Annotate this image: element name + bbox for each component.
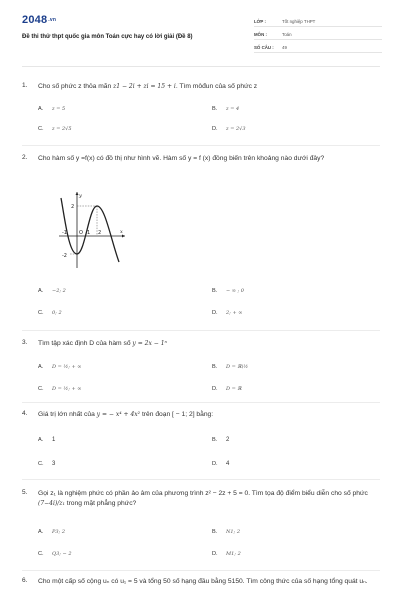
- option-letter: D.: [212, 126, 218, 132]
- function-graph: [57, 190, 127, 270]
- option-value: − ∞ ; 0: [226, 288, 244, 294]
- option-b[interactable]: [212, 106, 239, 112]
- option-letter: B.: [212, 529, 218, 535]
- option-value: 2; + ∞: [226, 310, 243, 316]
- option-value: z = 2√5: [52, 126, 72, 132]
- option-d[interactable]: [212, 126, 246, 132]
- site-logo[interactable]: [22, 14, 56, 26]
- option-value: 1: [52, 437, 56, 443]
- option-value: z = 4: [226, 106, 240, 112]
- option-letter: B.: [212, 437, 218, 443]
- option-letter: D.: [212, 310, 218, 316]
- y-axis-label: y: [79, 193, 82, 199]
- option-a[interactable]: [38, 288, 66, 294]
- option-value: D = ℝ\½: [226, 364, 249, 370]
- option-letter: C.: [38, 126, 44, 132]
- option-letter: A.: [38, 288, 44, 294]
- option-value: −2; 2: [52, 288, 66, 294]
- document-meta: [254, 15, 382, 54]
- option-letter: D.: [212, 461, 218, 467]
- origin-label: O: [79, 230, 83, 236]
- option-letter: C.: [38, 551, 44, 557]
- meta-row-count: [254, 41, 382, 53]
- option-letter: C.: [38, 386, 44, 392]
- option-letter: D.: [212, 386, 218, 392]
- question-6: [22, 577, 380, 599]
- question-4: [22, 410, 380, 472]
- logo-suffix: .vn: [48, 17, 57, 23]
- option-letter: C.: [38, 461, 44, 467]
- question-text: Cho một cấp số cộng uₙ có u₁ = 5 và tổng 50 số hạng đầu bằng 5150. Tìm công thức của số hạng tổng quát uₙ.: [38, 578, 368, 585]
- option-b[interactable]: [212, 437, 229, 443]
- question-divider: [22, 145, 380, 146]
- option-a[interactable]: [38, 529, 65, 535]
- question-number: 2.: [22, 154, 28, 161]
- option-d[interactable]: [212, 461, 229, 467]
- meta-key: MÔN :: [254, 32, 267, 37]
- question-number: 1.: [22, 82, 28, 89]
- question-number: 4.: [22, 410, 28, 417]
- option-value: Q3; − 2: [52, 551, 72, 557]
- meta-row-class: [254, 15, 382, 27]
- option-c[interactable]: [38, 386, 81, 392]
- option-letter: A.: [38, 364, 44, 370]
- option-letter: B.: [212, 106, 218, 112]
- question-text: Cho hàm số y =f(x) có đồ thị như hình vẽ. Hàm số y = f (x) đồng biến trên khoảng nào dưới đây?: [38, 155, 325, 162]
- option-value: N1; 2: [226, 529, 241, 535]
- question-text: [38, 82, 380, 92]
- option-value: D = ½; + ∞: [52, 386, 82, 392]
- question-number: 6.: [22, 577, 28, 584]
- meta-value: Toán: [282, 32, 292, 37]
- page-header: [0, 0, 400, 62]
- option-value: 3: [52, 461, 56, 467]
- tick-label: 2: [71, 204, 75, 210]
- question-number: 5.: [22, 489, 28, 496]
- option-b[interactable]: [212, 529, 240, 535]
- question-text-part: Giá trị lớn nhất của: [38, 411, 95, 418]
- question-divider: [22, 570, 380, 571]
- option-d[interactable]: [212, 310, 242, 316]
- question-text-part: . Tìm môđun của số phức z: [175, 83, 258, 90]
- option-c[interactable]: [38, 126, 72, 132]
- option-value: P3; 2: [52, 529, 66, 535]
- tick-label: 2: [98, 230, 102, 236]
- option-letter: A.: [38, 529, 44, 535]
- option-c[interactable]: [38, 461, 55, 467]
- option-value: D = ℝ: [226, 386, 242, 392]
- option-letter: B.: [212, 288, 218, 294]
- question-3: [22, 339, 380, 399]
- tick-label: -1: [62, 230, 67, 236]
- option-c[interactable]: [38, 551, 72, 557]
- option-value: z = 5: [52, 106, 66, 112]
- question-divider: [22, 479, 380, 480]
- question-1: [22, 82, 380, 142]
- x-axis-label: x: [120, 229, 123, 235]
- header-divider: [22, 66, 380, 67]
- option-letter: D.: [212, 551, 218, 557]
- question-math: y = − x⁴ + 4x²: [96, 411, 141, 418]
- option-d[interactable]: [212, 386, 242, 392]
- meta-value: 49: [282, 45, 287, 50]
- option-a[interactable]: [38, 364, 81, 370]
- option-letter: A.: [38, 106, 44, 112]
- question-text-part: Tìm tập xác định D của hàm số: [38, 340, 131, 347]
- option-letter: B.: [212, 364, 218, 370]
- meta-row-subject: [254, 28, 382, 40]
- question-text-part: trên đoạn [ − 1; 2] bằng:: [141, 411, 214, 418]
- option-value: D = ½; + ∞: [52, 364, 82, 370]
- option-value: z = 2√3: [226, 126, 246, 132]
- option-value: 0; 2: [52, 310, 62, 316]
- option-b[interactable]: [212, 364, 248, 370]
- question-divider: [22, 402, 380, 403]
- option-value: 4: [226, 461, 230, 467]
- question-text: [38, 339, 380, 349]
- option-d[interactable]: [212, 551, 241, 557]
- meta-key: LỚP :: [254, 19, 266, 24]
- question-text-part: Cho số phức z thỏa mãn: [38, 83, 112, 90]
- question-text: [38, 489, 380, 509]
- document-title: Đề thi thử thpt quốc gia môn Toán cực hay có lời giải (Đề 8): [22, 34, 193, 40]
- option-a[interactable]: [38, 437, 55, 443]
- meta-key: SỐ CÂU :: [254, 45, 274, 50]
- question-math: z1 − 2i + zi = 15 + i: [113, 83, 176, 90]
- meta-value: Tốt nghiệp THPT: [282, 19, 316, 24]
- tick-label: 1: [87, 230, 91, 236]
- question-5: [22, 489, 380, 569]
- tick-label: -2: [62, 253, 67, 259]
- option-letter: A.: [38, 437, 44, 443]
- question-text: [38, 410, 380, 420]
- option-value: M1; 2: [226, 551, 241, 557]
- question-number: 3.: [22, 339, 28, 346]
- question-text-part: trong mặt phẳng phức?: [66, 500, 137, 507]
- question-math: y = 2x − 1ⁿ: [132, 340, 167, 347]
- logo-main: 2048: [22, 14, 48, 26]
- option-b[interactable]: [212, 288, 244, 294]
- question-text-part: Gọi z₁ là nghiệm phức có phần ảo âm của phương trình z² − 2z + 5 = 0. Tìm tọa độ điểm biểu diễn cho số phức: [38, 490, 368, 497]
- question-math: (7−4i)/z₁: [38, 500, 65, 507]
- question-divider: [22, 330, 380, 331]
- option-value: 2: [226, 437, 230, 443]
- option-c[interactable]: [38, 310, 62, 316]
- option-letter: C.: [38, 310, 44, 316]
- option-a[interactable]: [38, 106, 65, 112]
